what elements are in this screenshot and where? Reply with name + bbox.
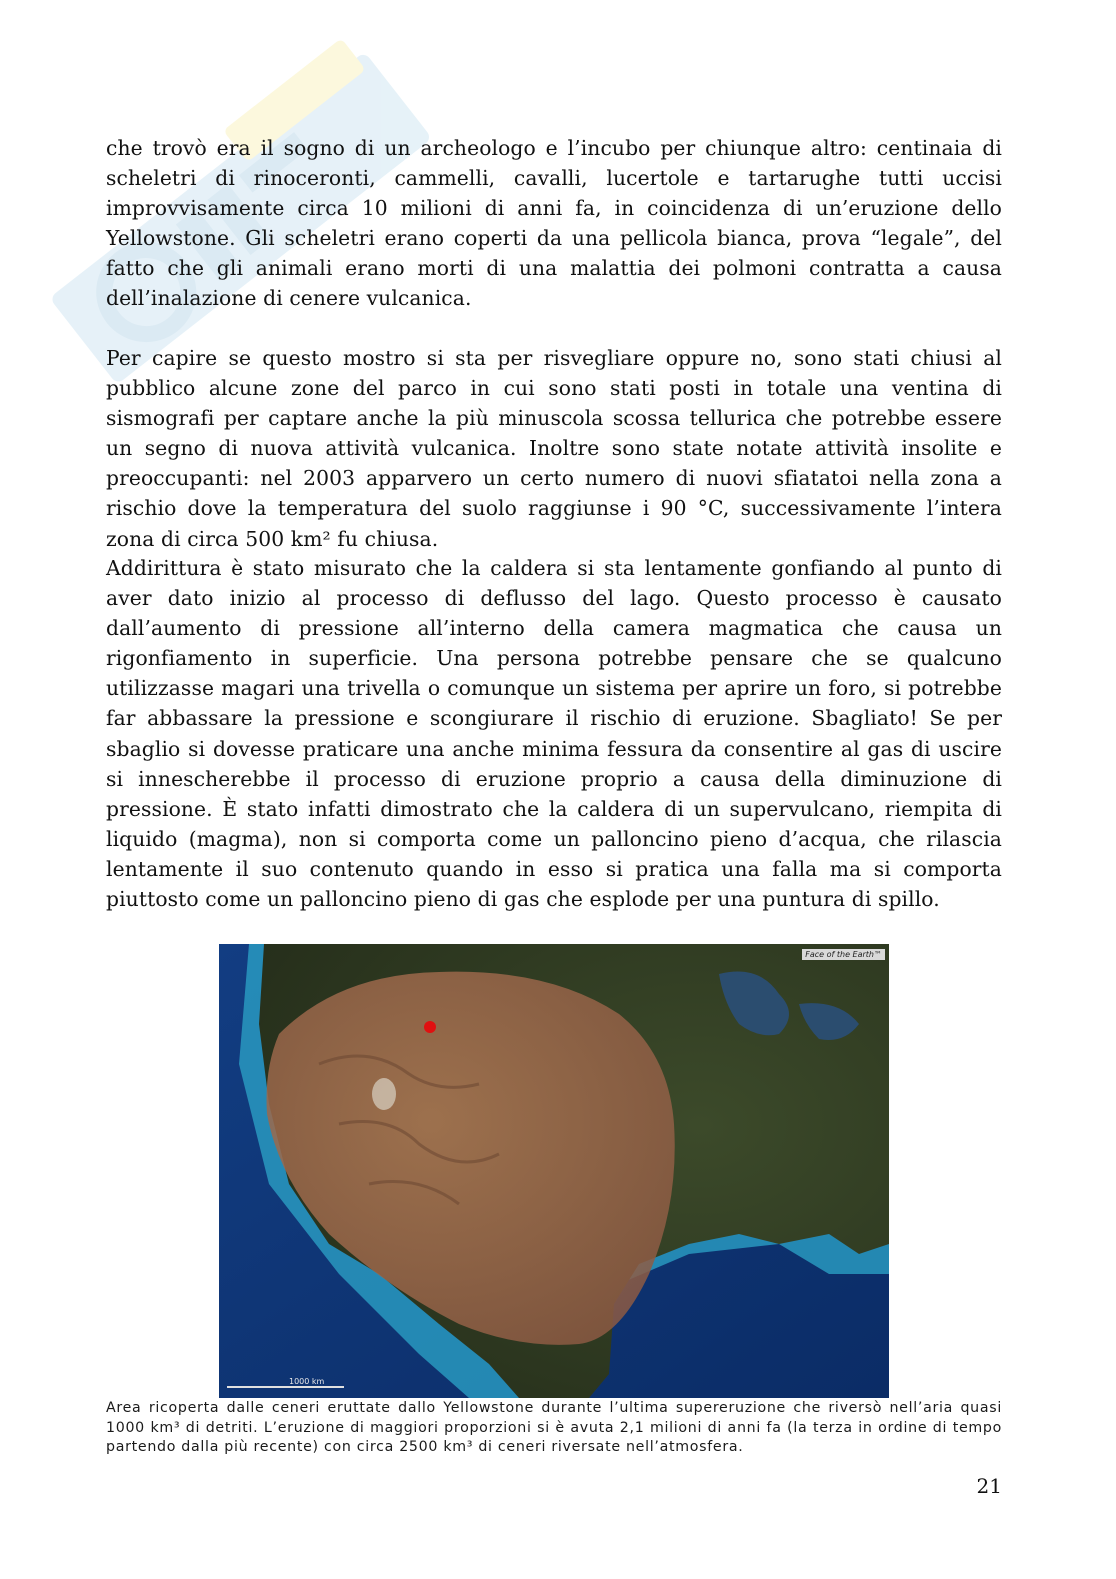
paragraph-3: [106, 553, 1002, 914]
scale-label: 1000 km: [289, 1377, 325, 1386]
figure-caption: Area ricoperta dalle ceneri eruttate dallo Yellowstone durante l’ultima supereruzione che riversò nell’aria quasi 1000 km³ di detriti. L’eruzione di maggiori proporzioni si è avuta 2,1 milioni di anni fa (la terza in ordine di tempo partendo dalla più recente) con circa 2500 km³ di ceneri riversate nell’atmosfera.: [106, 1400, 1002, 1455]
paragraph-1: [106, 133, 1002, 314]
page-number: 21: [976, 1474, 1002, 1498]
map-image: [219, 944, 889, 1398]
paragraph-1-text: che trovò era il sogno di un archeologo e l’incubo per chiunque altro: centinaia di scheletri di rinoceronti, cammelli, cavalli, lucertole e tartarughe tutti uccisi improvvisamente circa 10 milioni di anni fa, in coincidenza di un’eruzione dello Yellowstone. Gli scheletri erano coperti da una pellicola bianca, prova “legale”, del fatto che gli animali erano morti di una malattia dei polmoni contratta a causa dell’inalazione di cenere vulcanica.: [106, 136, 1002, 311]
map-credit: Face of the Earth™: [802, 949, 885, 960]
salt-flat: [372, 1078, 396, 1110]
yellowstone-marker: [424, 1021, 436, 1033]
paragraph-2-text: Per capire se questo mostro si sta per risvegliare oppure no, sono stati chiusi al pubblico alcune zone del parco in cui sono stati posti in totale una ventina di sismografi per captare anche la più minuscola scossa tellurica che potrebbe essere un segno di nuova attività vulcanica. Inoltre sono state notate attività insolite e preoccupanti: nel 2003 apparvero un certo numero di nuovi sfiatatoi nella zona a rischio dove la temperatura del suolo raggiunse i 90 °C, successivamente l’intera zona di circa 500 km² fu chiusa.: [106, 346, 1002, 551]
paragraph-2: [106, 343, 1002, 554]
paragraph-3-text: Addirittura è stato misurato che la caldera si sta lentamente gonfiando al punto di aver dato inizio al processo di deflusso del lago. Questo processo è causato dall’aumento di pressione all’interno della camera magmatica che causa un rigonfiamento in superficie. Una persona potrebbe pensare che se qualcuno utilizzasse magari una trivella o comunque un sistema per aprire un foro, si potrebbe far abbassare la pressione e scongiurare il rischio di eruzione. Sbagliato! Se per sbaglio si dovesse praticare una anche minima fessura da consentire al gas di uscire si innescherebbe il processo di eruzione proprio a causa della diminuzione di pressione. È stato infatti dimostrato che la caldera di un supervulcano, riempita di liquido (magma), non si comporta come un palloncino pieno d’acqua, che rilascia lentamente il suo contenuto quando in esso si pratica una falla ma si comporta piuttosto come un palloncino pieno di gas che esplode per una puntura di spillo.: [106, 556, 1002, 912]
satellite-map-figure: [219, 944, 889, 1398]
